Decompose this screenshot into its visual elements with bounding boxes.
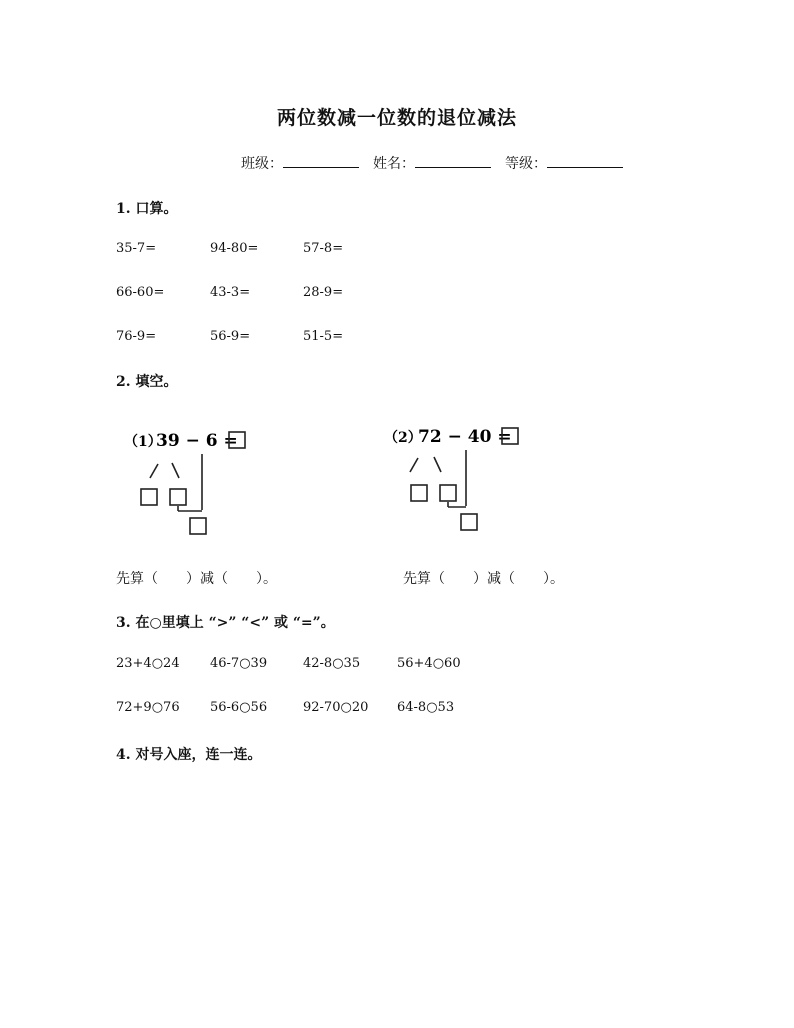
split-box (170, 489, 186, 505)
split-box (411, 485, 427, 501)
calc-item: 94-80= (210, 241, 259, 256)
fill-blank-2: 先算（ ）减（ ）。 (403, 571, 564, 587)
problem2-label: （2） (384, 430, 422, 446)
compare-item: 72+9○76 (116, 700, 180, 715)
fill-blank-1: 先算（ ）减（ ）。 (116, 571, 277, 587)
section2-heading: 2. 填空。 (116, 374, 178, 390)
class-blank[interactable] (283, 153, 359, 168)
calc-item: 28-9= (303, 285, 344, 300)
compare-item: 46-7○39 (210, 656, 268, 671)
compare-item: 56+4○60 (397, 656, 461, 671)
result-box (190, 518, 206, 534)
compare-item: 92-70○20 (303, 700, 369, 715)
calc-item: 57-8= (303, 241, 344, 256)
problem1-label: （1） (124, 434, 162, 450)
split-box (440, 485, 456, 501)
compare-item: 42-8○35 (303, 656, 361, 671)
name-field (373, 153, 491, 173)
grade-label: 等级： (505, 156, 547, 172)
result-box (461, 514, 477, 530)
class-label: 班级： (241, 156, 283, 172)
grade-blank[interactable] (547, 153, 623, 168)
page-title: 两位数减一位数的退位减法 (276, 107, 517, 129)
split-diagram-2 (382, 418, 542, 542)
problem1-expression: 39 − 6 = (156, 431, 238, 451)
calc-item: 43-3= (210, 285, 251, 300)
calc-item: 66-60= (116, 285, 165, 300)
split-box (141, 489, 157, 505)
problem2-expression: 72 − 40 = (418, 427, 512, 447)
class-field (241, 153, 359, 173)
compare-item: 23+4○24 (116, 656, 180, 671)
split-diagram-1 (122, 420, 262, 542)
name-blank[interactable] (415, 153, 491, 168)
calc-item: 35-7= (116, 241, 157, 256)
grade-field (505, 153, 623, 173)
calc-item: 76-9= (116, 329, 157, 344)
section4-heading: 4. 对号入座，连一连。 (116, 747, 262, 763)
calc-item: 56-9= (210, 329, 251, 344)
section3-heading: 3. 在○里填上 “>” “<” 或 “=”。 (116, 615, 335, 631)
compare-item: 56-6○56 (210, 700, 268, 715)
calc-item: 51-5= (303, 329, 344, 344)
section1-heading: 1. 口算。 (116, 201, 178, 217)
compare-item: 64-8○53 (397, 700, 455, 715)
name-label: 姓名： (373, 156, 415, 172)
